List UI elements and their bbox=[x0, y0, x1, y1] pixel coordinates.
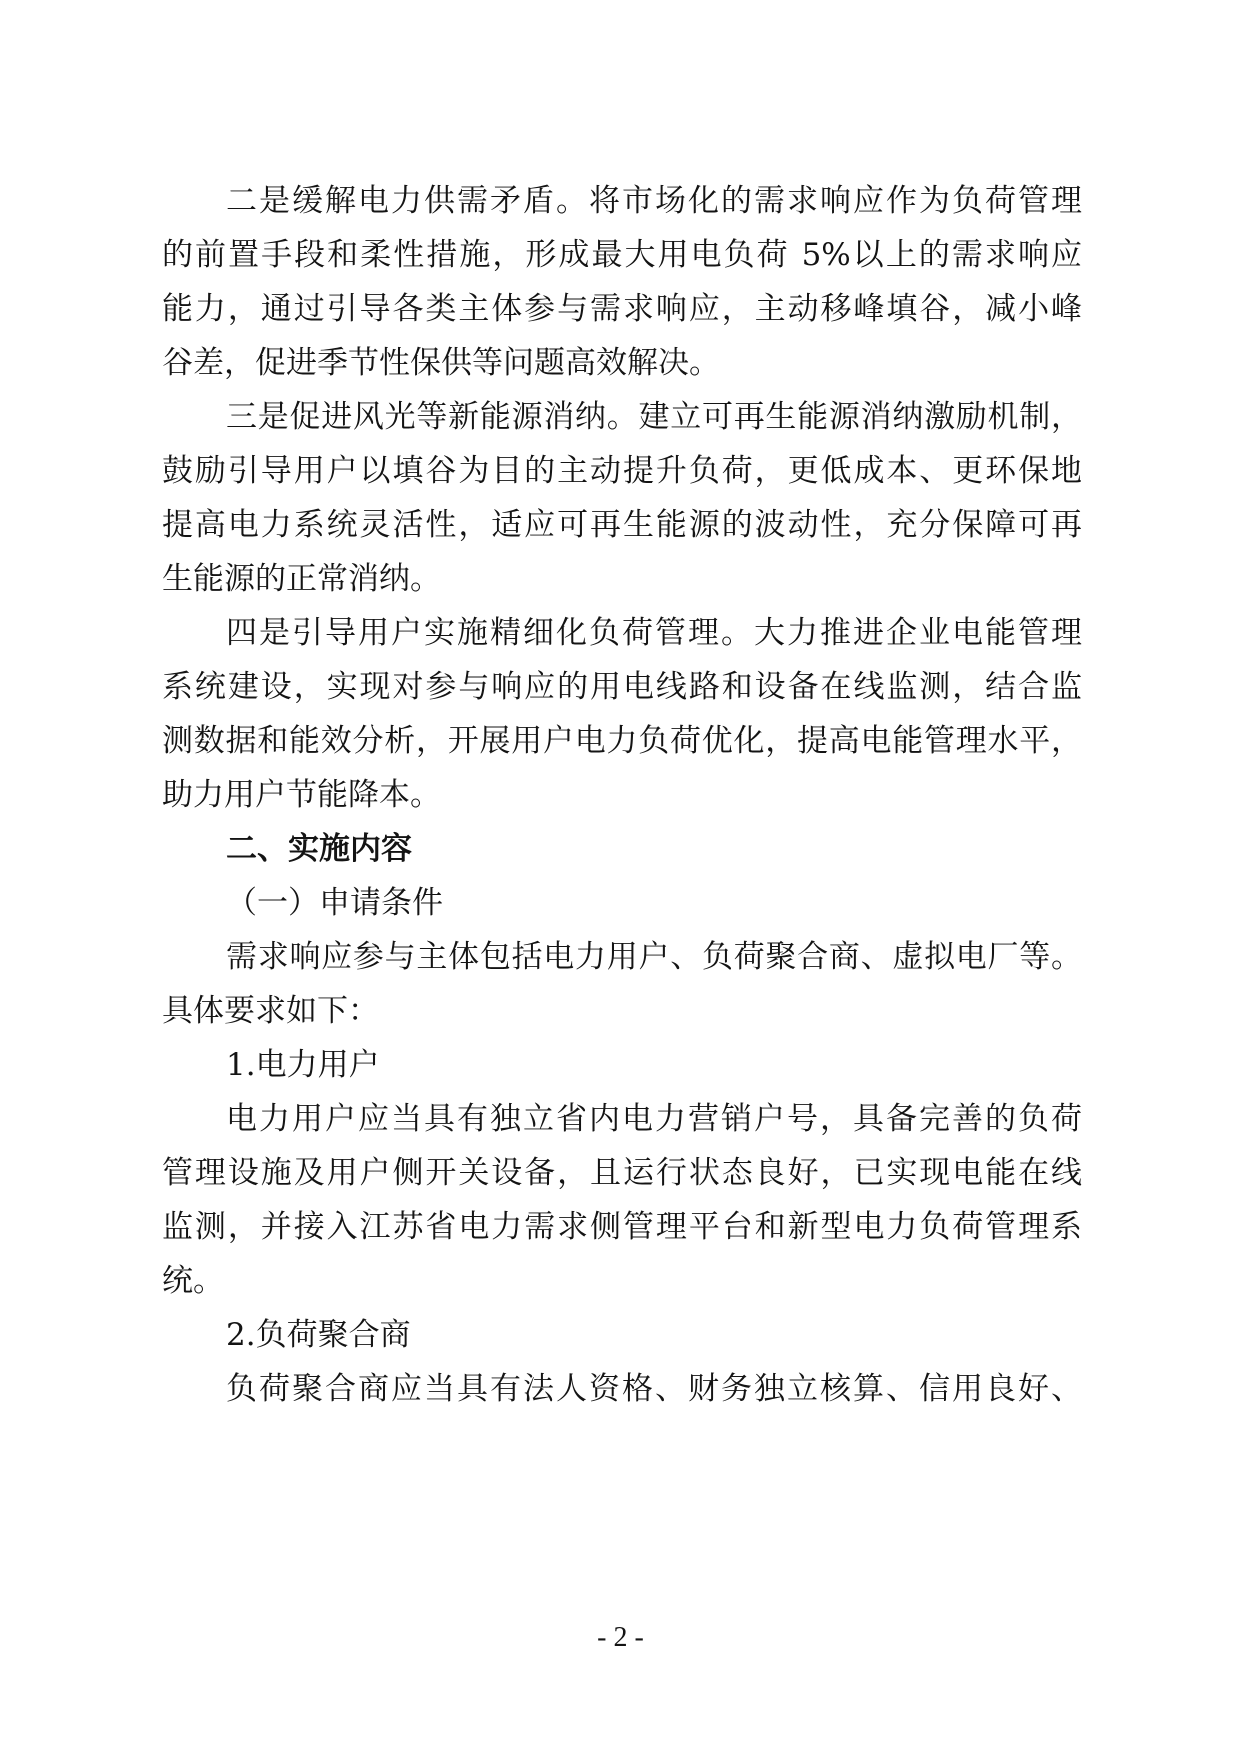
item-heading-power-users: 1.电力用户 bbox=[226, 1047, 380, 1083]
item-heading-load-aggregators: 2.负荷聚合商 bbox=[226, 1317, 411, 1353]
requirements-intro-line-1: 需求响应参与主体包括电力用户、负荷聚合商、虚拟电厂等。 bbox=[226, 939, 1082, 975]
paragraph-3-line-3: 提高电力系统灵活性，适应可再生能源的波动性，充分保障可再 bbox=[162, 507, 1082, 543]
paragraph-2-line-1: 二是缓解电力供需矛盾。将市场化的需求响应作为负荷管理 bbox=[226, 183, 1082, 219]
paragraph-4-line-2: 系统建设，实现对参与响应的用电线路和设备在线监测，结合监 bbox=[162, 669, 1082, 705]
paragraph-3-line-4: 生能源的正常消纳。 bbox=[162, 561, 441, 597]
section-heading-implementation: 二、实施内容 bbox=[226, 831, 412, 867]
paragraph-4-line-1: 四是引导用户实施精细化负荷管理。大力推进企业电能管理 bbox=[226, 615, 1082, 651]
power-users-line-3: 监测，并接入江苏省电力需求侧管理平台和新型电力负荷管理系 bbox=[162, 1209, 1082, 1245]
power-users-line-4: 统。 bbox=[162, 1263, 224, 1299]
paragraph-3-line-2: 鼓励引导用户以填谷为目的主动提升负荷，更低成本、更环保地 bbox=[162, 453, 1082, 489]
paragraph-4-line-3: 测数据和能效分析，开展用户电力负荷优化，提高电能管理水平， bbox=[162, 723, 1082, 759]
paragraph-3-line-1: 三是促进风光等新能源消纳。建立可再生能源消纳激励机制， bbox=[226, 399, 1082, 435]
paragraph-2-line-3: 能力，通过引导各类主体参与需求响应，主动移峰填谷，减小峰 bbox=[162, 291, 1082, 327]
requirements-intro-line-2: 具体要求如下： bbox=[162, 993, 379, 1029]
power-users-line-2: 管理设施及用户侧开关设备，且运行状态良好，已实现电能在线 bbox=[162, 1155, 1082, 1191]
paragraph-4-line-4: 助力用户节能降本。 bbox=[162, 777, 441, 813]
load-aggregators-line-1: 负荷聚合商应当具有法人资格、财务独立核算、信用良好、 bbox=[226, 1371, 1082, 1407]
paragraph-2-line-4: 谷差，促进季节性保供等问题高效解决。 bbox=[162, 345, 720, 381]
power-users-line-1: 电力用户应当具有独立省内电力营销户号，具备完善的负荷 bbox=[226, 1101, 1082, 1137]
paragraph-2-line-2: 的前置手段和柔性措施，形成最大用电负荷 5%以上的需求响应 bbox=[162, 237, 1082, 273]
page-number: - 2 - bbox=[597, 1622, 644, 1653]
subsection-heading-conditions: （一）申请条件 bbox=[226, 885, 443, 921]
